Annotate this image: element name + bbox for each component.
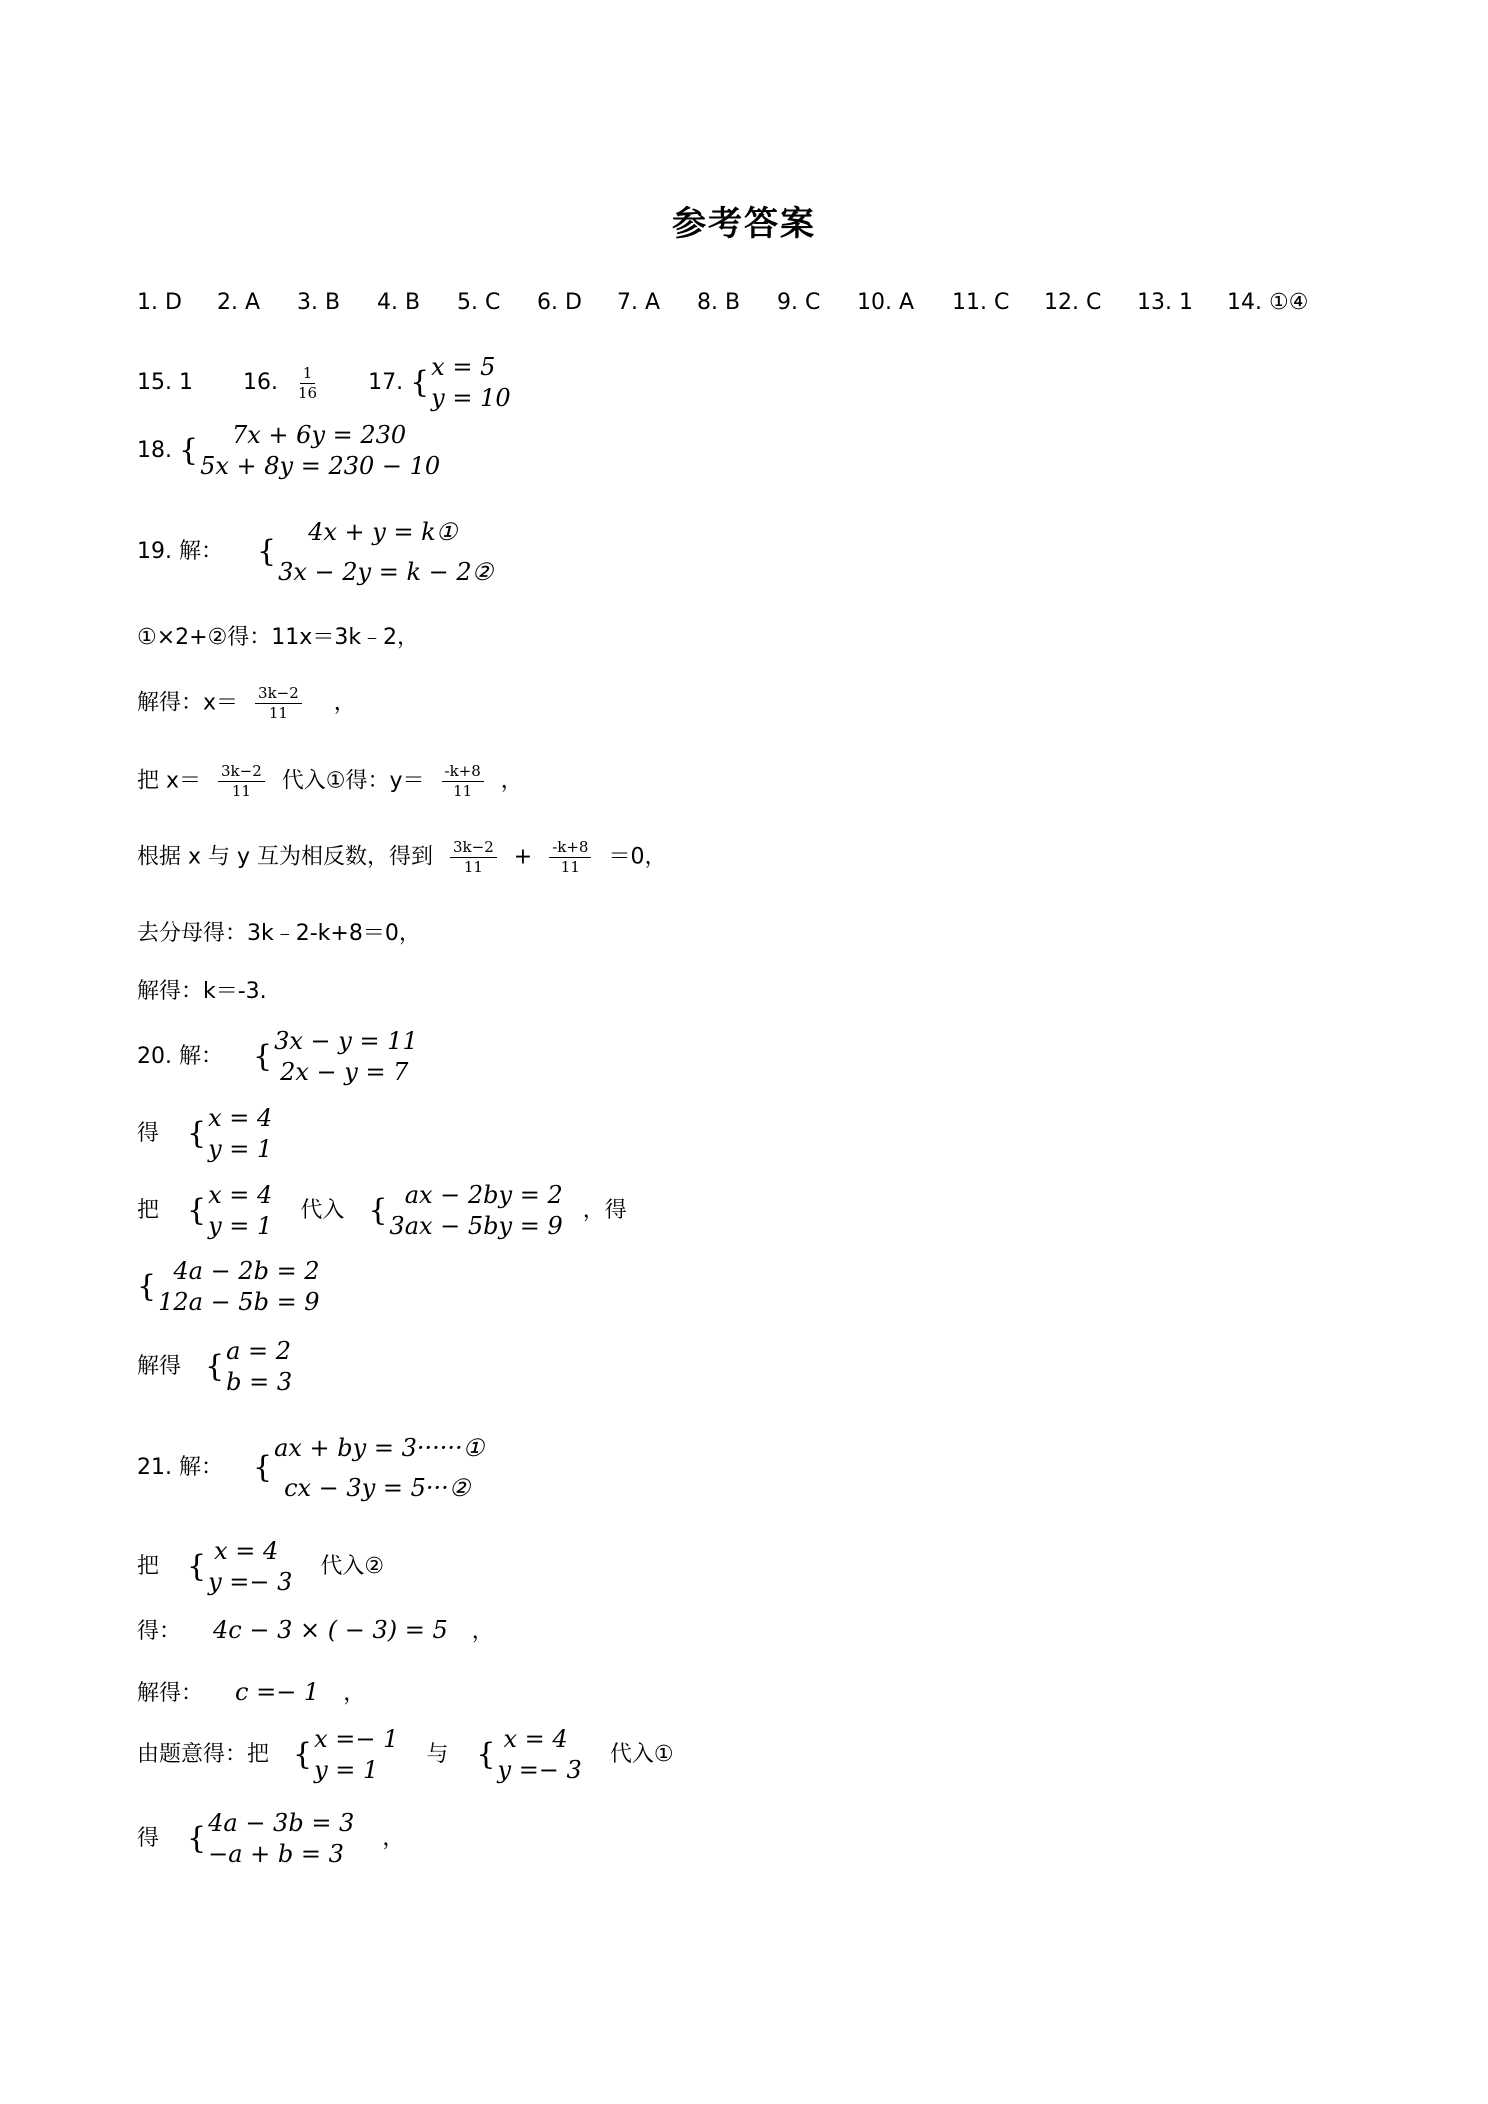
answers-row-2 — [137, 352, 511, 414]
answer-14: 14. ①④ — [1227, 290, 1309, 315]
fraction-x — [218, 762, 265, 801]
answer-18 — [137, 420, 440, 482]
answer-17-system — [410, 352, 511, 414]
answer-18-system — [179, 420, 440, 482]
step-text: 由题意得：把 — [137, 1742, 270, 1767]
brace-icon: { — [293, 1737, 313, 1772]
brace-icon: { — [187, 1193, 207, 1228]
fraction-y — [442, 762, 484, 801]
step-text: ， — [500, 768, 523, 794]
fraction-numerator: -k+8 — [442, 762, 484, 782]
fraction-denominator: 11 — [268, 704, 288, 722]
step-text: 代入①得：y＝ — [281, 768, 425, 794]
brace-icon: { — [187, 1116, 207, 1151]
q21-final-system — [187, 1808, 354, 1870]
system-line: 3x − y = 11 — [274, 1027, 418, 1055]
system-line: b = 3 — [226, 1368, 293, 1396]
step-text: 得 — [137, 1826, 160, 1851]
q20-equations-ab — [368, 1180, 562, 1242]
q20-substitute — [137, 1180, 627, 1242]
system-line: a = 2 — [226, 1337, 292, 1365]
q20-solution-ab — [205, 1336, 292, 1398]
q20-label: 20. 解： — [137, 1044, 223, 1069]
fraction-denominator: 11 — [453, 782, 473, 800]
q20-result-1 — [137, 1103, 272, 1165]
answer-15: 15. 1 — [137, 370, 193, 395]
q21-substitute-2 — [137, 1536, 384, 1598]
step-text: 代入① — [609, 1742, 674, 1767]
q21-point-a — [293, 1724, 398, 1786]
answer-7: 7. A — [617, 290, 661, 315]
fraction-x — [255, 684, 302, 723]
q20-final — [137, 1336, 292, 1398]
system-line: x = 4 — [214, 1537, 279, 1565]
step-text: 代入 — [300, 1198, 345, 1223]
step-text: ，得 — [582, 1198, 627, 1223]
answer-9: 9. C — [777, 290, 821, 315]
step-text: ， — [333, 690, 356, 716]
system-line: x = 4 — [208, 1104, 273, 1132]
q19-step-1: ①×2+②得：11x＝3k﹣2， — [137, 625, 420, 650]
equation: c =− 1 — [235, 1678, 320, 1706]
system-line: x =− 1 — [314, 1725, 399, 1753]
q20-equations-numeric — [137, 1256, 320, 1318]
brace-icon: { — [252, 1039, 273, 1074]
answer-5: 5. C — [457, 290, 501, 315]
q19-step-6: 解得：k＝-3. — [137, 979, 267, 1004]
brace-icon: { — [368, 1193, 388, 1228]
page-title: 参考答案 — [672, 204, 816, 244]
step-text: ， — [382, 1826, 405, 1851]
system-line: cx − 3y = 5···② — [284, 1474, 471, 1502]
step-text: ＝0， — [608, 844, 667, 870]
brace-icon: { — [137, 1269, 157, 1304]
system-line: y = 1 — [314, 1756, 379, 1784]
system-line: y = 1 — [208, 1135, 273, 1163]
system-line: −a + b = 3 — [208, 1840, 344, 1868]
q19-step-4 — [137, 838, 666, 877]
answer-17-label: 17. — [368, 370, 404, 395]
q19-step-3 — [137, 762, 523, 801]
brace-icon: { — [252, 1450, 273, 1485]
system-line: 7x + 6y = 230 — [232, 421, 407, 449]
q20-solution-xy — [187, 1103, 272, 1165]
system-line: 4a − 3b = 3 — [208, 1809, 355, 1837]
q19-system — [257, 512, 493, 592]
answer-2: 2. A — [217, 290, 261, 315]
system-line: ax − 2by = 2 — [404, 1181, 563, 1209]
fraction-x — [450, 838, 497, 877]
system-line: 2x − y = 7 — [280, 1058, 409, 1086]
q21-final — [137, 1808, 404, 1870]
step-text: 把 x＝ — [137, 768, 202, 794]
fraction-denominator: 16 — [297, 383, 318, 402]
q19-system-row — [137, 512, 493, 592]
q21-step-jie — [137, 1676, 365, 1707]
q21-step-de — [137, 1614, 494, 1645]
brace-icon: { — [187, 1821, 207, 1856]
system-line: 3ax − 5by = 9 — [389, 1212, 563, 1240]
fraction-denominator: 11 — [231, 782, 251, 800]
answer-13: 13. 1 — [1137, 290, 1193, 315]
step-text: 把 — [137, 1554, 160, 1579]
answer-4: 4. B — [377, 290, 421, 315]
answer-8: 8. B — [697, 290, 741, 315]
q21-label: 21. 解： — [137, 1455, 223, 1480]
answer-3: 3. B — [297, 290, 341, 315]
q20-system-ab — [137, 1256, 320, 1318]
brace-icon: { — [256, 534, 277, 569]
q21-system-row — [137, 1428, 484, 1508]
fraction-numerator: 1 — [300, 364, 316, 384]
step-text: 把 — [137, 1198, 160, 1223]
answer-16-label: 16. — [242, 370, 278, 395]
system-line: 5x + 8y = 230 − 10 — [200, 452, 441, 480]
q21-system — [253, 1428, 484, 1508]
fraction-numerator: 3k−2 — [218, 762, 265, 782]
q21-solution-1 — [187, 1536, 292, 1598]
brace-icon: { — [179, 433, 199, 468]
q19-step-2 — [137, 684, 356, 723]
system-line: x = 4 — [208, 1181, 273, 1209]
step-text: 得： — [137, 1619, 182, 1644]
system-line: 4a − 2b = 2 — [173, 1257, 320, 1285]
q20-solution-xy — [187, 1180, 272, 1242]
answer-16-fraction — [295, 364, 320, 403]
q20-system-row — [137, 1026, 418, 1088]
system-line: y =− 3 — [497, 1756, 582, 1784]
answer-1: 1. D — [137, 290, 182, 315]
step-text: ， — [343, 1681, 366, 1706]
q21-point-b — [476, 1724, 581, 1786]
system-line: 4x + y = k① — [308, 518, 458, 546]
system-line: y = 1 — [208, 1212, 273, 1240]
answer-12: 12. C — [1044, 290, 1102, 315]
step-text: 得 — [137, 1121, 160, 1146]
step-text: 代入② — [320, 1554, 385, 1579]
answer-18-label: 18. — [137, 438, 172, 463]
equation: 4c − 3 × ( − 3) = 5 — [213, 1616, 448, 1644]
fraction-denominator: 11 — [560, 858, 580, 876]
q19-label: 19. 解： — [137, 539, 223, 564]
fraction-y — [549, 838, 591, 877]
system-line: ax + by = 3······① — [274, 1434, 485, 1462]
q19-step-5: 去分母得：3k﹣2-k+8＝0， — [137, 921, 421, 946]
answer-10: 10. A — [857, 290, 915, 315]
fraction-denominator: 11 — [463, 858, 483, 876]
q21-substitute-1 — [137, 1724, 674, 1786]
q20-system — [253, 1026, 418, 1088]
plus-sign: + — [513, 844, 533, 870]
step-text: 解得 — [137, 1354, 182, 1379]
brace-icon: { — [205, 1349, 225, 1384]
step-text: 与 — [426, 1742, 449, 1767]
system-line: 12a − 5b = 9 — [158, 1288, 320, 1316]
system-line: y = 10 — [431, 384, 511, 412]
step-text: 解得：x＝ — [137, 690, 239, 716]
step-text: 根据 x 与 y 互为相反数，得到 — [137, 844, 434, 870]
fraction-numerator: 3k−2 — [450, 838, 497, 858]
system-line: 3x − 2y = k − 2② — [278, 558, 494, 586]
fraction-numerator: 3k−2 — [255, 684, 302, 704]
system-line: x = 4 — [503, 1725, 568, 1753]
answer-6: 6. D — [537, 290, 582, 315]
brace-icon: { — [187, 1549, 207, 1584]
answer-11: 11. C — [952, 290, 1010, 315]
fraction-numerator: -k+8 — [549, 838, 591, 858]
system-line: y =− 3 — [208, 1568, 293, 1596]
system-line: x = 5 — [431, 353, 496, 381]
brace-icon: { — [476, 1737, 496, 1772]
step-text: 解得： — [137, 1681, 204, 1706]
step-text: ， — [471, 1619, 494, 1644]
brace-icon: { — [410, 365, 430, 400]
